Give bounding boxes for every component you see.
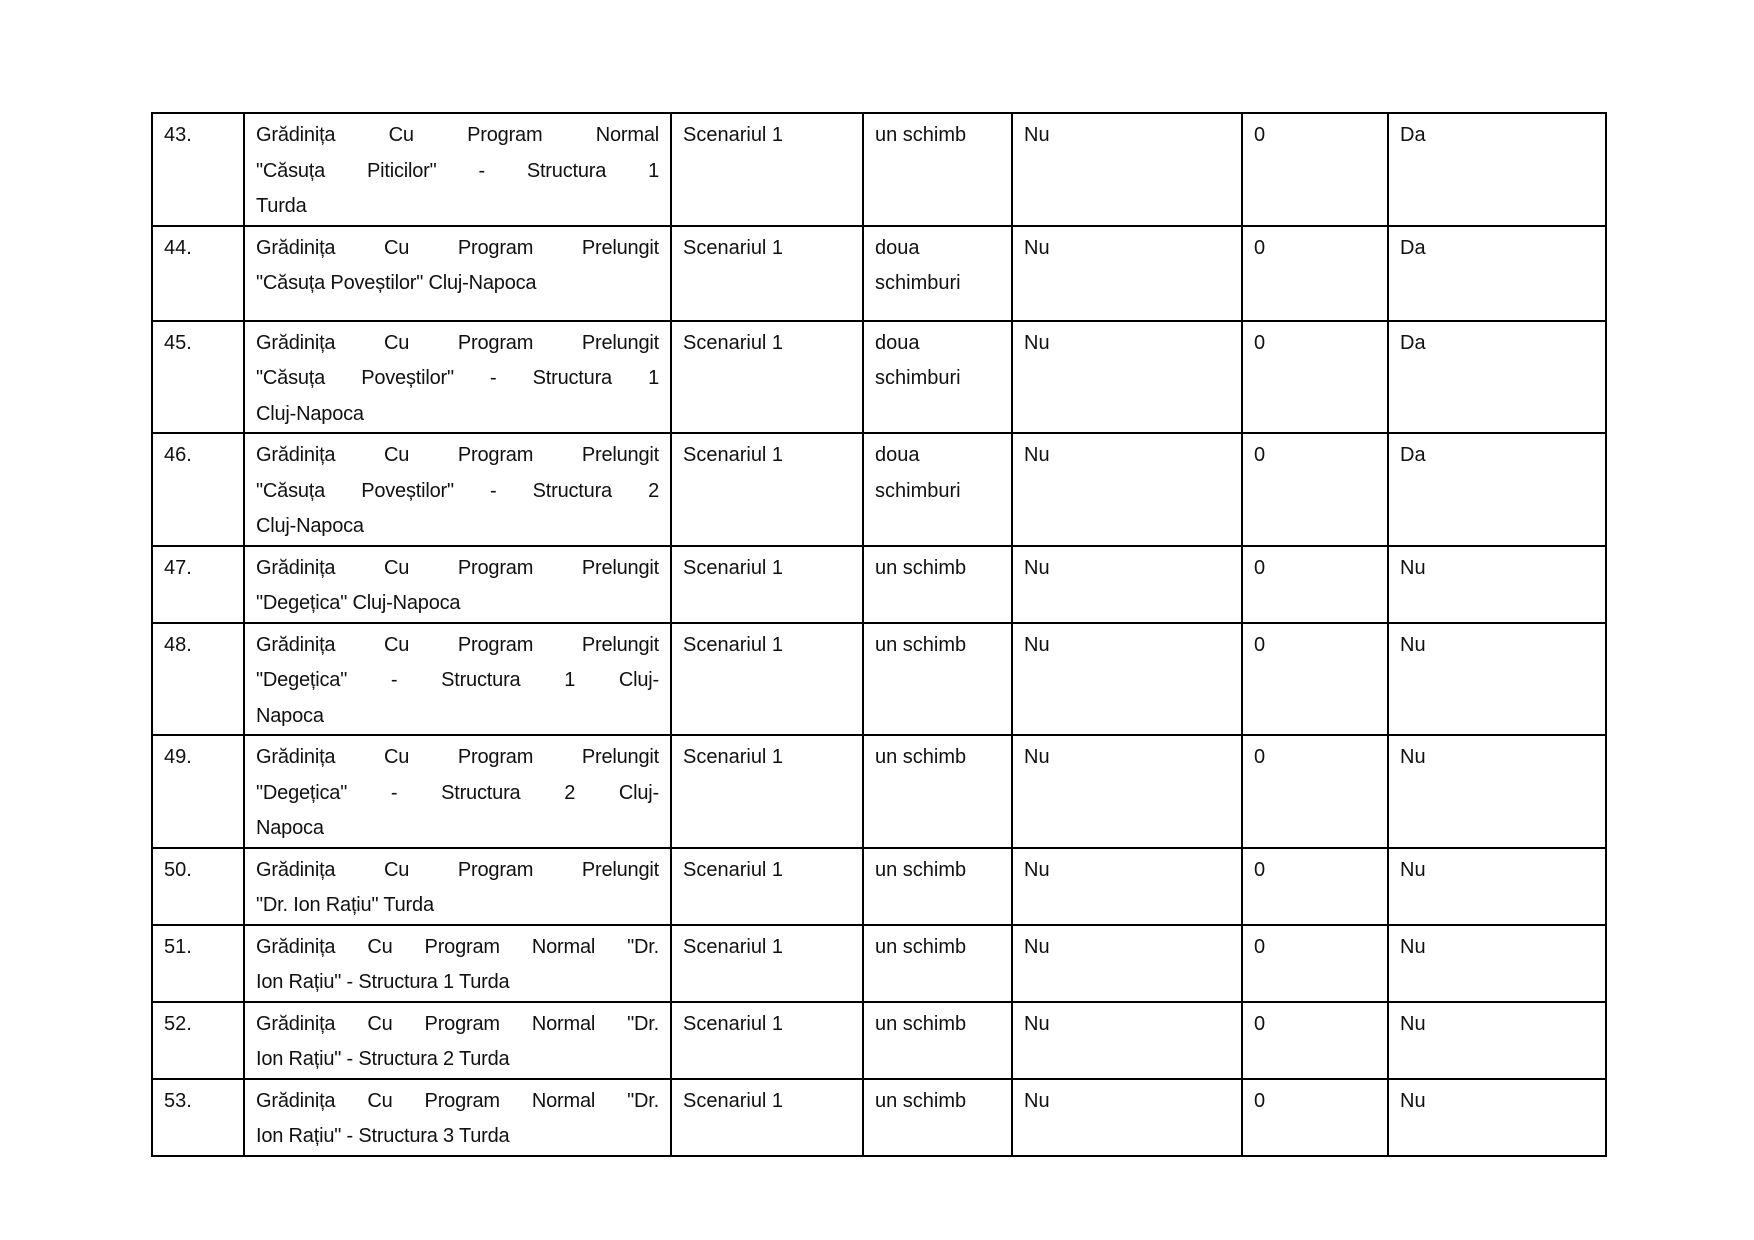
institution-name-cell xyxy=(244,226,671,321)
row-number-cell xyxy=(152,226,244,321)
institution-name-line: Grădinița Cu Program Prelungit xyxy=(256,236,659,259)
column-6-value: Da xyxy=(1400,236,1426,259)
institution-name-line: Grădinița Cu Program Normal "Dr. xyxy=(256,1012,659,1035)
column-6-cell xyxy=(1388,113,1606,226)
institution-name-line: "Dr. Ion Rațiu" Turda xyxy=(256,894,434,916)
scenario-cell xyxy=(671,226,863,321)
column-6-cell xyxy=(1388,226,1606,321)
table-row xyxy=(152,226,1606,321)
institution-name-cell xyxy=(244,113,671,226)
column-6-value: Nu xyxy=(1400,556,1426,579)
institution-name-cell xyxy=(244,735,671,848)
column-5-value: 0 xyxy=(1254,1089,1266,1112)
institution-name-line: Grădinița Cu Program Prelungit xyxy=(256,633,659,656)
institution-name-cell xyxy=(244,848,671,925)
institution-name-cell xyxy=(244,321,671,434)
column-5-value: 0 xyxy=(1254,236,1266,259)
scenario-value: Scenariul 1 xyxy=(683,124,784,146)
row-number-cell xyxy=(152,321,244,434)
shift-value-line: un schimb xyxy=(875,124,967,146)
column-6-value: Nu xyxy=(1400,858,1426,881)
institution-name-line: "Căsuța Poveștilor" - Structura 1 xyxy=(256,367,659,389)
institution-name-cell xyxy=(244,925,671,1002)
scenario-cell xyxy=(671,113,863,226)
table-row xyxy=(152,735,1606,848)
table-row xyxy=(152,113,1606,226)
scenario-value: Scenariul 1 xyxy=(683,1089,784,1112)
scenario-value: Scenariul 1 xyxy=(683,935,784,958)
column-4-cell xyxy=(1012,623,1242,736)
institution-name-line: Turda xyxy=(256,195,307,217)
institution-name-line: Cluj-Napoca xyxy=(256,515,364,537)
column-4-value: Nu xyxy=(1024,935,1050,958)
column-4-value: Nu xyxy=(1024,858,1050,881)
scenario-cell xyxy=(671,321,863,434)
table-row xyxy=(152,623,1606,736)
column-6-cell xyxy=(1388,321,1606,434)
row-number-cell xyxy=(152,735,244,848)
column-6-cell xyxy=(1388,433,1606,546)
column-5-value: 0 xyxy=(1254,444,1266,466)
column-5-value: 0 xyxy=(1254,331,1266,354)
column-4-value: Nu xyxy=(1024,633,1050,656)
column-5-cell xyxy=(1242,433,1388,546)
institution-name-line: "Căsuța Poveștilor" Cluj-Napoca xyxy=(256,272,537,294)
row-number: 47. xyxy=(164,556,192,579)
table-row xyxy=(152,546,1606,623)
shift-cell xyxy=(863,113,1012,226)
row-number-cell xyxy=(152,433,244,546)
column-6-value: Da xyxy=(1400,444,1426,466)
row-number: 45. xyxy=(164,331,192,354)
institution-name-line: Grădinița Cu Program Prelungit xyxy=(256,858,659,881)
column-4-cell xyxy=(1012,113,1242,226)
shift-cell xyxy=(863,623,1012,736)
row-number-cell xyxy=(152,546,244,623)
scenario-value: Scenariul 1 xyxy=(683,331,784,354)
scenario-cell xyxy=(671,546,863,623)
column-4-value: Nu xyxy=(1024,746,1050,768)
row-number-cell xyxy=(152,925,244,1002)
column-6-value: Da xyxy=(1400,124,1426,146)
column-5-value: 0 xyxy=(1254,633,1266,656)
row-number: 50. xyxy=(164,858,192,881)
column-5-value: 0 xyxy=(1254,858,1266,881)
table-row xyxy=(152,433,1606,546)
column-5-cell xyxy=(1242,546,1388,623)
shift-cell xyxy=(863,226,1012,321)
shift-value-line: un schimb xyxy=(875,746,967,768)
column-4-cell xyxy=(1012,925,1242,1002)
institution-name-line: Ion Rațiu" - Structura 2 Turda xyxy=(256,1048,510,1070)
scenario-value: Scenariul 1 xyxy=(683,858,784,881)
scenario-cell xyxy=(671,925,863,1002)
column-6-value: Nu xyxy=(1400,1089,1426,1112)
scenario-cell xyxy=(671,1079,863,1156)
shift-cell xyxy=(863,433,1012,546)
shift-cell xyxy=(863,925,1012,1002)
shift-value-line: un schimb xyxy=(875,556,967,579)
row-number-cell xyxy=(152,623,244,736)
column-4-value: Nu xyxy=(1024,556,1050,579)
shift-value-line: schimburi xyxy=(875,367,961,389)
row-number-cell xyxy=(152,848,244,925)
scenario-cell xyxy=(671,433,863,546)
column-6-cell xyxy=(1388,925,1606,1002)
column-4-value: Nu xyxy=(1024,1089,1050,1112)
column-5-cell xyxy=(1242,113,1388,226)
shift-value-line: schimburi xyxy=(875,479,961,502)
shift-value-line: un schimb xyxy=(875,935,967,958)
shift-value-line: un schimb xyxy=(875,633,967,656)
column-5-value: 0 xyxy=(1254,746,1266,768)
shift-value-line: un schimb xyxy=(875,1012,967,1035)
shift-cell xyxy=(863,321,1012,434)
column-4-cell xyxy=(1012,735,1242,848)
row-number: 49. xyxy=(164,746,192,768)
scenario-value: Scenariul 1 xyxy=(683,633,784,656)
column-5-cell xyxy=(1242,321,1388,434)
row-number: 48. xyxy=(164,633,192,656)
institution-name-line: "Căsuța Piticilor" - Structura 1 xyxy=(256,159,659,182)
column-5-cell xyxy=(1242,925,1388,1002)
scenario-cell xyxy=(671,735,863,848)
institution-name-line: Grădinița Cu Program Prelungit xyxy=(256,331,659,354)
kindergarten-table xyxy=(151,112,1607,1157)
institution-name-cell xyxy=(244,623,671,736)
table-row xyxy=(152,1002,1606,1079)
column-4-cell xyxy=(1012,1002,1242,1079)
column-5-value: 0 xyxy=(1254,1012,1266,1035)
column-6-cell xyxy=(1388,623,1606,736)
column-4-cell xyxy=(1012,546,1242,623)
column-5-cell xyxy=(1242,1079,1388,1156)
row-number: 52. xyxy=(164,1012,192,1035)
institution-name-line: Ion Rațiu" - Structura 3 Turda xyxy=(256,1125,510,1147)
column-6-value: Nu xyxy=(1400,1012,1426,1035)
shift-cell xyxy=(863,1002,1012,1079)
column-6-cell xyxy=(1388,848,1606,925)
column-5-cell xyxy=(1242,623,1388,736)
scenario-value: Scenariul 1 xyxy=(683,1012,784,1035)
institution-name-line: "Degețica" - Structura 1 Cluj- xyxy=(256,669,659,691)
institution-name-line: Grădinița Cu Program Normal "Dr. xyxy=(256,935,659,958)
row-number-cell xyxy=(152,113,244,226)
column-4-cell xyxy=(1012,433,1242,546)
column-6-value: Nu xyxy=(1400,633,1426,656)
shift-cell xyxy=(863,735,1012,848)
institution-name-line: Grădinița Cu Program Prelungit xyxy=(256,746,659,768)
shift-value-line: doua xyxy=(875,236,920,259)
row-number-cell xyxy=(152,1079,244,1156)
institution-name-line: Grădinița Cu Program Prelungit xyxy=(256,556,659,579)
row-number: 43. xyxy=(164,124,192,146)
column-4-cell xyxy=(1012,1079,1242,1156)
column-4-cell xyxy=(1012,226,1242,321)
table-row xyxy=(152,925,1606,1002)
institution-name-line: "Degețica" Cluj-Napoca xyxy=(256,592,461,614)
column-5-value: 0 xyxy=(1254,556,1266,579)
column-4-value: Nu xyxy=(1024,331,1050,354)
shift-cell xyxy=(863,1079,1012,1156)
column-6-cell xyxy=(1388,1002,1606,1079)
scenario-cell xyxy=(671,623,863,736)
scenario-value: Scenariul 1 xyxy=(683,746,784,768)
table-row xyxy=(152,848,1606,925)
institution-name-line: "Căsuța Poveștilor" - Structura 2 xyxy=(256,479,659,502)
table-row xyxy=(152,321,1606,434)
shift-value-line: schimburi xyxy=(875,272,961,294)
scenario-value: Scenariul 1 xyxy=(683,236,784,259)
shift-value-line: un schimb xyxy=(875,858,967,881)
column-5-cell xyxy=(1242,735,1388,848)
column-4-value: Nu xyxy=(1024,1012,1050,1035)
column-5-value: 0 xyxy=(1254,124,1266,146)
column-4-value: Nu xyxy=(1024,124,1050,146)
column-6-cell xyxy=(1388,735,1606,848)
institution-name-cell xyxy=(244,546,671,623)
institution-name-line: Napoca xyxy=(256,817,324,839)
column-4-cell xyxy=(1012,848,1242,925)
column-5-value: 0 xyxy=(1254,935,1266,958)
shift-cell xyxy=(863,546,1012,623)
row-number-cell xyxy=(152,1002,244,1079)
institution-name-cell xyxy=(244,1002,671,1079)
scenario-value: Scenariul 1 xyxy=(683,444,784,466)
column-6-value: Nu xyxy=(1400,746,1426,768)
column-5-cell xyxy=(1242,848,1388,925)
scenario-cell xyxy=(671,1002,863,1079)
scenario-value: Scenariul 1 xyxy=(683,556,784,579)
institution-name-line: Napoca xyxy=(256,704,324,727)
column-4-value: Nu xyxy=(1024,236,1050,259)
table-row xyxy=(152,1079,1606,1156)
column-4-cell xyxy=(1012,321,1242,434)
row-number: 44. xyxy=(164,236,192,259)
column-4-value: Nu xyxy=(1024,444,1050,466)
column-5-cell xyxy=(1242,1002,1388,1079)
column-6-value: Da xyxy=(1400,331,1426,354)
institution-name-cell xyxy=(244,1079,671,1156)
institution-name-line: Grădinița Cu Program Prelungit xyxy=(256,444,659,466)
institution-name-line: Grădinița Cu Program Normal "Dr. xyxy=(256,1089,659,1112)
institution-name-line: "Degețica" - Structura 2 Cluj- xyxy=(256,781,659,804)
institution-name-line: Grădinița Cu Program Normal xyxy=(256,124,659,146)
row-number: 53. xyxy=(164,1089,192,1112)
institution-name-line: Cluj-Napoca xyxy=(256,402,364,425)
column-6-value: Nu xyxy=(1400,935,1426,958)
shift-value-line: un schimb xyxy=(875,1089,967,1112)
column-6-cell xyxy=(1388,1079,1606,1156)
shift-value-line: doua xyxy=(875,444,920,466)
institution-name-line: Ion Rațiu" - Structura 1 Turda xyxy=(256,971,510,993)
shift-value-line: doua xyxy=(875,331,920,354)
row-number: 46. xyxy=(164,444,192,466)
scenario-cell xyxy=(671,848,863,925)
column-6-cell xyxy=(1388,546,1606,623)
column-5-cell xyxy=(1242,226,1388,321)
row-number: 51. xyxy=(164,935,192,958)
shift-cell xyxy=(863,848,1012,925)
institution-name-cell xyxy=(244,433,671,546)
